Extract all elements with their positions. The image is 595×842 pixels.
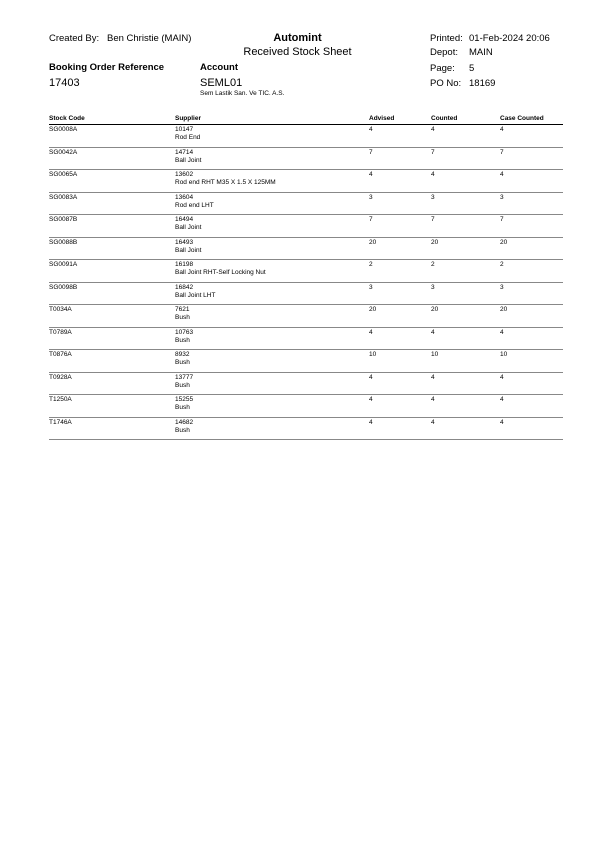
case-counted-qty-cell: 20 — [500, 238, 508, 246]
table-row — [49, 170, 563, 193]
stock-code-cell: T1250A — [49, 396, 72, 403]
advised-qty-cell: 4 — [369, 418, 373, 426]
page-label: Page: — [430, 63, 455, 74]
advised-qty-cell: 20 — [369, 238, 377, 246]
case-counted-qty-cell: 4 — [500, 373, 504, 381]
column-header-counted: Counted — [431, 115, 458, 122]
case-counted-qty-cell: 4 — [500, 418, 504, 426]
stock-code-cell: SG0098B — [49, 283, 78, 291]
created-by-value: Ben Christie (MAIN) — [107, 33, 192, 44]
case-counted-qty-cell: 4 — [500, 171, 504, 178]
table-row — [49, 305, 563, 328]
table-row — [49, 215, 563, 238]
table-row — [49, 350, 563, 373]
advised-qty-cell: 4 — [369, 373, 373, 381]
table-row — [49, 373, 563, 396]
supplier-code-cell: 8932 — [175, 351, 190, 358]
stock-code-cell: SG0091A — [49, 261, 78, 268]
case-counted-qty-cell: 4 — [500, 328, 504, 336]
case-counted-qty-cell: 4 — [500, 396, 504, 403]
stock-code-cell: SG0042A — [49, 148, 78, 156]
supplier-code-cell: 14714 — [175, 148, 194, 156]
case-counted-qty-cell: 7 — [500, 216, 504, 223]
item-description-cell: Rod end LHT — [175, 201, 214, 209]
printed-value: 01-Feb-2024 20:06 — [469, 33, 550, 44]
counted-qty-cell: 20 — [431, 306, 439, 313]
table-row — [49, 283, 563, 306]
counted-qty-cell: 4 — [431, 126, 435, 133]
item-description-cell: Bush — [175, 336, 190, 344]
stock-table — [49, 114, 563, 440]
stock-code-cell: SG0065A — [49, 171, 78, 178]
advised-qty-cell: 3 — [369, 193, 373, 201]
counted-qty-cell: 7 — [431, 216, 435, 223]
stock-code-cell: SG0083A — [49, 193, 78, 201]
column-header-case-counted: Case Counted — [500, 115, 544, 122]
counted-qty-cell: 2 — [431, 261, 435, 268]
advised-qty-cell: 7 — [369, 216, 373, 223]
item-description-cell: Ball Joint — [175, 156, 202, 164]
item-description-cell: Bush — [175, 404, 190, 411]
counted-qty-cell: 3 — [431, 193, 435, 201]
case-counted-qty-cell: 4 — [500, 126, 504, 133]
table-row — [49, 395, 563, 418]
supplier-code-cell: 15255 — [175, 396, 194, 403]
counted-qty-cell: 3 — [431, 283, 435, 291]
supplier-code-cell: 13604 — [175, 193, 194, 201]
advised-qty-cell: 20 — [369, 306, 377, 313]
booking-ref-label: Booking Order Reference — [49, 62, 165, 73]
advised-qty-cell: 3 — [369, 283, 373, 291]
counted-qty-cell: 4 — [431, 373, 435, 381]
counted-qty-cell: 7 — [431, 148, 435, 156]
account-name: Sem Lastik San. Ve TIC. A.S. — [200, 90, 285, 97]
case-counted-qty-cell: 20 — [500, 306, 508, 313]
item-description-cell: Bush — [175, 359, 190, 366]
item-description-cell: Rod end RHT M35 X 1.5 X 125MM — [175, 179, 276, 186]
column-header-advised: Advised — [369, 115, 395, 122]
counted-qty-cell: 4 — [431, 328, 435, 336]
advised-qty-cell: 10 — [369, 351, 377, 358]
advised-qty-cell: 7 — [369, 148, 373, 156]
printed-label: Printed: — [430, 33, 463, 44]
stock-code-cell: SG0088B — [49, 238, 78, 246]
counted-qty-cell: 4 — [431, 418, 435, 426]
table-row — [49, 148, 563, 171]
booking-ref-value: 17403 — [49, 77, 80, 89]
document-title: Received Stock Sheet — [243, 46, 352, 58]
stock-code-cell: SG0087B — [49, 216, 78, 223]
table-row — [49, 238, 563, 261]
supplier-code-cell: 16198 — [175, 261, 194, 268]
item-description-cell: Ball Joint — [175, 246, 202, 254]
case-counted-qty-cell: 7 — [500, 148, 504, 156]
stock-code-cell: T0789A — [49, 328, 72, 336]
supplier-code-cell: 10147 — [175, 126, 194, 133]
stock-code-cell: T0928A — [49, 373, 72, 381]
case-counted-qty-cell: 3 — [500, 283, 504, 291]
advised-qty-cell: 4 — [369, 171, 373, 178]
stock-code-cell: T0034A — [49, 306, 72, 313]
supplier-code-cell: 16494 — [175, 216, 194, 223]
po-value: 18169 — [469, 78, 496, 89]
stock-code-cell: T0876A — [49, 351, 72, 358]
item-description-cell: Bush — [175, 426, 190, 434]
item-description-cell: Bush — [175, 381, 190, 389]
supplier-code-cell: 16842 — [175, 283, 194, 291]
item-description-cell: Ball Joint LHT — [175, 291, 216, 299]
depot-label: Depot: — [430, 47, 458, 58]
table-row — [49, 193, 563, 216]
item-description-cell: Ball Joint RHT-Self Locking Nut — [175, 269, 266, 276]
counted-qty-cell: 20 — [431, 238, 439, 246]
account-code: SEML01 — [200, 77, 243, 89]
case-counted-qty-cell: 10 — [500, 351, 508, 358]
item-description-cell: Rod End — [175, 134, 201, 141]
advised-qty-cell: 4 — [369, 126, 373, 133]
supplier-code-cell: 7621 — [175, 306, 190, 313]
table-row — [49, 418, 563, 441]
depot-value: MAIN — [469, 47, 493, 58]
advised-qty-cell: 4 — [369, 328, 373, 336]
table-header — [49, 114, 563, 125]
item-description-cell: Bush — [175, 314, 190, 321]
column-header-supplier: Supplier — [175, 115, 202, 122]
counted-qty-cell: 4 — [431, 396, 435, 403]
po-label: PO No: — [430, 78, 462, 89]
supplier-code-cell: 13602 — [175, 171, 194, 178]
table-body — [49, 125, 563, 440]
advised-qty-cell: 2 — [369, 261, 373, 268]
item-description-cell: Ball Joint — [175, 224, 202, 231]
supplier-code-cell: 14682 — [175, 418, 194, 426]
counted-qty-cell: 10 — [431, 351, 439, 358]
table-row — [49, 260, 563, 283]
case-counted-qty-cell: 3 — [500, 193, 504, 201]
advised-qty-cell: 4 — [369, 396, 373, 403]
company-name: Automint — [273, 32, 322, 44]
supplier-code-cell: 13777 — [175, 373, 194, 381]
supplier-code-cell: 16493 — [175, 238, 194, 246]
created-by-label: Created By: — [49, 33, 100, 44]
table-row — [49, 328, 563, 351]
counted-qty-cell: 4 — [431, 171, 435, 178]
column-header-stock-code: Stock Code — [49, 115, 85, 122]
table-row — [49, 125, 563, 148]
account-label: Account — [200, 62, 238, 73]
stock-code-cell: SG0008A — [49, 126, 78, 133]
case-counted-qty-cell: 2 — [500, 261, 504, 268]
stock-code-cell: T1746A — [49, 418, 72, 426]
page-value: 5 — [469, 63, 475, 74]
supplier-code-cell: 10763 — [175, 328, 194, 336]
